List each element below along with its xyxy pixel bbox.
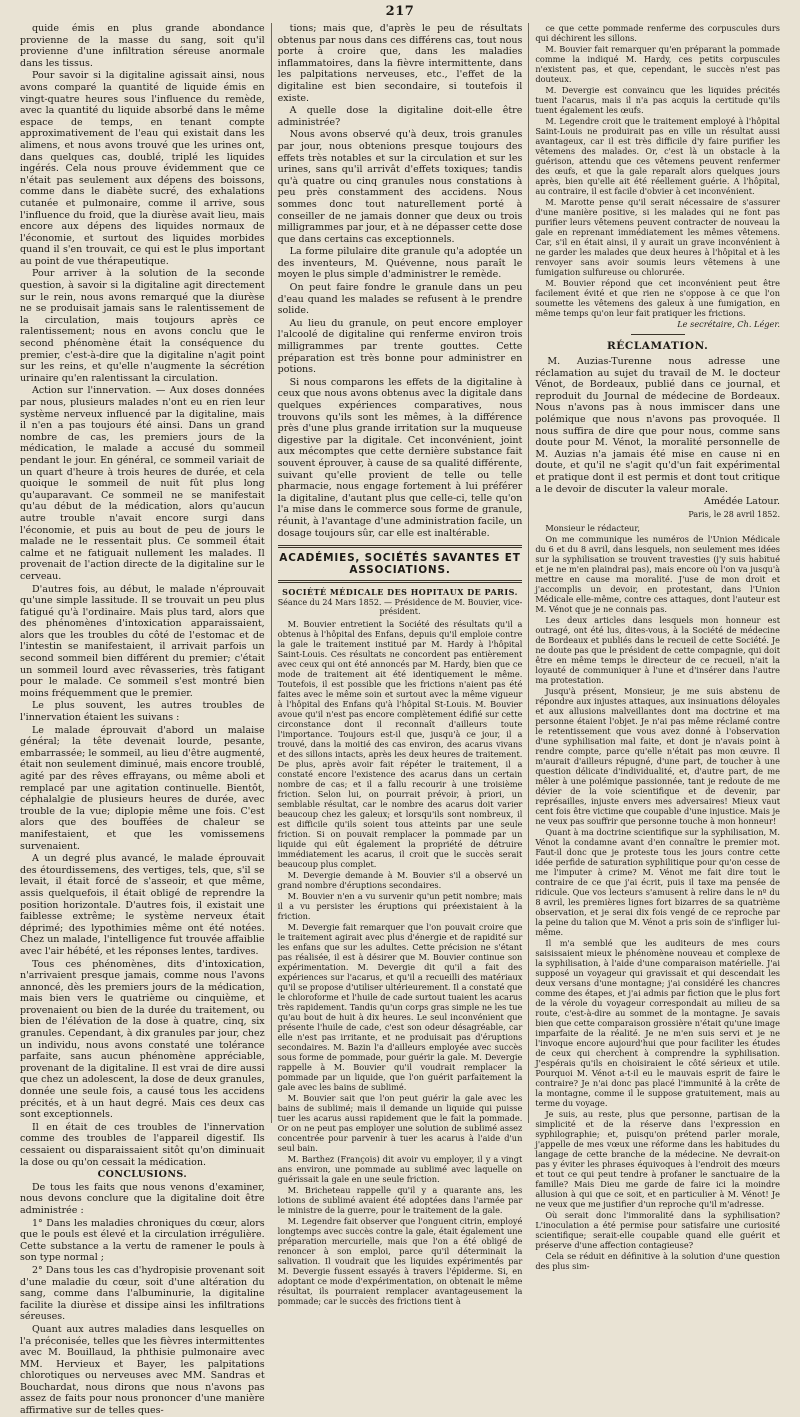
minutes-paragraph: M. Bouvier répond que cet inconvénient peut être facilement évité et que rien ne s'oppose à ce que l'on soumette les vêtemens des galeux à une fumigation, en même temps qu'on leur fait pratiquer les frictions.: [535, 278, 781, 318]
paragraph: M. Auzias-Turenne nous adresse une réclamation au sujet du travail de M. le docteur Vénot, de Bordeaux, publié dans ce journal, et reproduit du Journal de médecine de Bordeaux. Nous n'avons pas à nous immiscer dans une polémique que nous n'avons pas provoquée. Il nous suffira de dire que pour nous, comme sans doute pour M. Vénot, la moralité personnelle de M. Auzias n'a jamais été mise en cause ni en doute, et qu'il ne s'agit qu'd'un fait expérimental et pratique dont il est permis et dont tout critique a le devoir de discuter la valeur morale.: [535, 356, 781, 495]
minutes: [278, 619, 523, 1306]
minutes-continued: [535, 23, 780, 329]
letter-paragraph: Quant à ma doctrine scientifique sur la syphilisation, M. Vénot la condamne avant d'en connaître le premier mot. Faut-il donc que je proteste tous les jours contre cette idée perfide de saturation syphilitique pour qu'on cesse de me l'imputer à crime? M. Vénot me fait dire tout le contraire de ce que j'ai écrit, puis il taxe ma pensée de ridicule. Que vos lecteurs s'amusent à relire dans le nº du 8 avril, les premières lignes fort bizarres de sa quatrième observation, et je serai dix fois vengé de ce reproche par la peine du talion que M. Vénot a pris soin de s'infliger lui-même.: [535, 826, 781, 937]
reclamation-intro: [535, 356, 780, 508]
paragraph: 1° Dans les maladies chroniques du cœur, alors que le pouls est élevé et la circulation irrégulière. Cette substance a la vertu de ramener le pouls à son type normal ;: [20, 1217, 265, 1264]
minutes-paragraph: M. Marotte pense qu'il serait nécessaire de s'assurer d'une manière positive, si les malades qui ne font pas purifier leurs vêtemens peuvent contracter de nouveau la gale en reprenant immédiatement les mêmes vêtemens. Car, s'il en était ainsi, il y aurait un grave inconvénient à ne garder les malades que deux heures à l'hôpital et à les renvoyer sans avoir soumis leurs vêtemens à une fumigation sulfureuse ou chlorurée.: [535, 197, 781, 277]
letter-paragraph: Monsieur le rédacteur,: [545, 522, 640, 533]
paragraph: tions; mais que, d'après le peu de résultats obtenus par nous dans ces différens cas, tout nous porte à croire que, dans les maladies inflammatoires, dans la fièvre intermittente, dans les palpitations nerveuses, etc., l'effet de la digitaline est bien secondaire, si toutefois il existe.: [277, 23, 523, 104]
paragraph: D'autres fois, au début, le malade n'éprouvait qu'une simple lassitude. Il se trouvait un peu plus fatigué qu'à l'ordinaire. Mais plus tard, alors que des phénomènes d'intoxication apparaissaient, alors que les troubles du côté de l'estomac et de l'intestin se manifestaient, il arrivait parfois un second sommeil bien différent du premier; c'était un sommeil lourd avec rêvasseries, très fatigant pour le malade. Ce sommeil s'est montré bien moins fréquemment que le premier.: [20, 583, 265, 699]
minutes-paragraph: M. Devergie fait remarquer que l'on pouvait croire que le traitement agirait avec plus d'énergie et de rapidité sur les enfans que sur les adultes. Cette précision ne s'étant pas réalisée, il est à désirer que M. Bouvier continue son expérimentation. M. Devergie dit qu'il a fait des expériences sur l'acarus, et qu'il a recueilli des matériaux qu'il se propose d'utiliser ultérieurement. Il a constaté que le chloroforme et l'huile de cade surtout tuaient les acarus très rapidement. Tandis qu'un corps gras simple ne les tue qu'au bout de huit à dix heures. Le seul inconvénient que présente l'huile de cade, c'est son odeur désagréable, car elle n'est pas irritante, et ne produisait pas d'éruptions secondaires. M. Bazin l'a d'ailleurs employée avec succès sous forme de pommade, pour guérir la gale. M. Devergie rappelle à M. Bouvier qu'il voudrait remplacer la pommade par un liquide, que l'on guérit parfaitement la gale avec les bains de sublimé.: [277, 922, 523, 1093]
minutes-paragraph: M. Legendre croit que le traitement employé à l'hôpital Saint-Louis ne produirait pas en ville un résultat aussi avantageux, car il est très difficile d'y faire purifier les vêtemens des malades. Or, c'est là un obstacle à la guérison, attendu que ces vêtemens peuvent renfermer des œufs, et que la gale reparaît alors quelques jours après, bien qu'elle ait été réellement guérie. A l'hôpital, au contraire, il est facile d'obvier à cet inconvénient.: [535, 116, 781, 196]
letter-paragraph: Cela se réduit en définitive à la solution d'une question des plus sim-: [535, 1250, 781, 1271]
minutes-paragraph: M. Devergie demande à M. Bouvier s'il a observé un grand nombre d'éruptions secondaires.: [277, 870, 523, 891]
minutes-paragraph: M. Legendre fait observer que l'onguent citrin, employé longtemps avec succès contre la gale, était également une préparation mercurielle, mais que l'on a été obligé de renoncer à son emploi, parce qu'il déterminait la salivation. Il voudrait que les liquides expérimentés par M. Devergie fussent essayés à travers l'épiderme. Si, en adoptant ce mode d'expérimentation, on obtenait le même résultat, ils pourraient remplacer avantageusement la pommade; car le succès des frictions tient à: [277, 1216, 523, 1307]
page-number: 217: [385, 4, 415, 19]
letter-paragraph: On me communique les numéros de l'Union Médicale du 6 et du 8 avril, dans lesquels, non seulement mes idées sur la syphilisation se trouvent travesties (j'y suis habitué et je ne m'en plaindrai pas), mais encore où l'on va jusqu'à mettre en cause ma moralité. J'use de mon droit et j'accomplis un devoir, en protestant, dans l'Union Médicale elle-même, contre ces attaques, dont l'auteur est M. Vénot que je ne connais pas.: [535, 533, 781, 614]
letter-paragraph: Je suis, au reste, plus que personne, partisan de la simplicité et de la réserve dans l'expression en syphilographie; et, puisqu'on prétend parler morale, j'appelle de mes vœux une réforme dans les habitudes du langage de cette branche de la médecine. Ne devrait-on pas y éviter les phrases équivoques à l'endroit des mœurs et tout ce qui peut tendre à profaner le sanctuaire de la famille? Mais Dieu me garde de faire ici la moindre allusion à qui que ce soit, et en particulier à M. Vénot! Je ne veux que me justifier d'un reproche qu'il m'adresse.: [535, 1108, 781, 1209]
reclamation-heading: RÉCLAMATION.: [606, 340, 709, 352]
minutes-paragraph: ce que cette pommade renferme des corpuscules durs qui déchirent les sillons.: [535, 23, 781, 43]
divider: [631, 334, 685, 335]
paragraph: Tous ces phénomènes, dits d'intoxication, n'arrivaient presque jamais, comme nous l'avons annoncé, dès les premiers jours de la médication, mais bien vers le quatrième ou cinquième, et provenaient ou bien de la durée du traitement, ou bien de l'élévation de la dose à quatre, cinq, six granules. Cependant, à dix granules par jour, chez un individu, nous avons constaté une tolérance parfaite, sans aucun phénomène appréciable, provenant de la digitaline. Il est vrai de dire aussi que chez un adolescent, la dose de deux granules, donnée une seule fois, a causé tous les accidens précités, et à un haut degré. Mais ces deux cas sont exceptionnels.: [20, 958, 265, 1121]
columns: [14, 23, 786, 1417]
letter-paragraph: Jusqu'à présent, Monsieur, je me suis abstenu de répondre aux injustes attaques, aux insinuations déloyales et aux allusions malveillantes dont ma doctrine et ma personne étaient l'objet. Je n'ai pas même réclamé contre le retentissement que vous avez donné à l'observation d'une syphilisation mal faite, et dont je n'avais point à rendre compte, parce qu'elle n'était pas mon œuvre. Il m'aurait d'ailleurs répugné, d'une part, de toucher à une question délicate d'individualité, et, d'autre part, de me mêler à une polémique passionnée, tant je redoute de me dévier de la voie scientifique et de devenir, par représailles, injuste envers mes adversaires! Mieux vaut cent fois être victime que coupable d'une injustice. Mais je ne veux pas souffrir que personne touche à mon honneur!: [535, 685, 781, 826]
paragraph: Le plus souvent, les autres troubles de l'innervation étaient les suivans :: [20, 700, 265, 724]
minutes-paragraph: M. Bouvier entretient la Société des résultats qu'il a obtenus à l'hôpital des Enfans, depuis qu'il emploie contre la gale le traitement institué par M. Hardy à l'hôpital Saint-Louis. Ces résultats ne concordent pas entièrement avec ceux qui ont été annoncés par M. Hardy, bien que ce mode de traitement ait été identiquement le même. Toutefois, il est possible que les frictions n'aient pas été faites avec le même soin et surtout avec la même vigueur à l'hôpital des Enfans qu'à l'hôpital St-Louis. M. Bouvier avoue qu'il n'est pas encore complètement édifié sur cette circonstance dont il reconnaît d'ailleurs toute l'importance. Toujours est-il que, jusqu'à ce jour, il a trouvé, dans la moitié des cas environ, des acarus vivans et des sillons intacts, après les deux heures de traitement. De plus, après avoir fait répéter le traitement, il a constaté encore l'existence des acarus dans un certain nombre de cas; et il a fallu recourir à une troisième friction. Selon lui, on pourrait prévoir, à priori, un semblable résultat, car le nombre des acarus doit varier beaucoup chez les galeux; et lorsqu'ils sont nombreux, il est difficile qu'ils soient tous atteints par une seule friction. Si on pouvait remplacer la pommade par un liquide qui eût également la propriété de détruire immédiatement les acarus, il croit que le succès serait beaucoup plus complet.: [277, 619, 523, 870]
letter: [535, 523, 780, 1271]
minutes-paragraph: M. Bouvier sait que l'on peut guérir la gale avec les bains de sublimé; mais il demande un liquide qui puisse tuer les acarus aussi rapidement que le fait la pommade. Or on ne peut pas employer une solution de sublimé assez concentrée pour parvenir à tuer les acarus à l'aide d'un seul bain.: [277, 1093, 523, 1154]
paragraph: Le malade éprouvait d'abord un malaise général; la tête devenait lourde, pesante, embarrassée; le sommeil, au lieu d'être augmenté, était non seulement diminué, mais encore troublé, agité par des rêves effrayans, ou même aboli et remplacé par une agitation continuelle. Bientôt, céphalalgie de plusieurs heures de durée, avec trouble de la vue; diplopie même une fois. C'est alors que des bouffées de chaleur se manifestaient, et que les vomissemens survenaient.: [20, 724, 265, 852]
minutes-paragraph: M. Barthez (François) dit avoir vu employer, il y a vingt ans environ, une pommade au sublimé avec laquelle on guérissait la gale en une seule friction.: [277, 1154, 523, 1185]
paragraph: Pour savoir si la digitaline agissait ainsi, nous avons comparé la quantité de liquide émis en vingt-quatre heures sous l'influence du remède, avec la quantité du liquide absorbé dans le même espace de temps, en tenant compte approximativement de l'eau qui existait dans les alimens, et nous avons trouvé que les urines ont, dans quelques cas, doublé, triplé les liquides ingérés. Cela nous prouve évidemment que ce n'était pas seulement aux dépens des boissons, comme dans le diabète sucré, des exhalations cutanée et pulmonaire, comme il arrive, sous l'influence du froid, que la diurèse avait lieu, mais encore aux dépens des liquides normaux de l'économie, et surtout des liquides morbides quand il s'en trouvait, ce qui est le plus important au point de vue thérapeutique.: [20, 70, 265, 267]
column-3: [528, 23, 786, 1271]
paragraph: quide émis en plus grande abondance provienne de la masse du sang, soit qu'il provienne d'une infiltration séreuse anormale dans les tissus.: [20, 23, 265, 69]
session-line: Séance du 24 Mars 1852. — Présidence de M. Bouvier, vice-président.: [277, 598, 523, 617]
latour-signature: Amédée Latour.: [704, 496, 781, 508]
column-2-text: [278, 23, 523, 539]
paragraph: Pour arriver à la solution de la seconde question, à savoir si la digitaline agit directement sur le rein, nous avons remarqué que la diurèse ne se produisait jamais sans le ralentissement de la circulation, mais toujours après ce ralentissement; nous en avons conclu que le second phénomène était la conséquence du premier, c'est-à-dire que la digitaline n'agit point sur les reins, et qu'elle n'augmente la sécrétion urinaire qu'en ralentissant la circulation.: [20, 268, 265, 384]
paragraph: Il en était de ces troubles de l'innervation comme des troubles de l'appareil digestif. Ils cessaient ou disparaissaient sitôt qu'on diminuait la dose ou qu'on cessait la médication.: [20, 1121, 265, 1168]
paragraph: A un degré plus avancé, le malade éprouvait des étourdissemens, des vertiges, tels, que, s'il se levait, il était forcé de s'asseoir, et que même, assis quelquefois, il était obligé de reprendre la position horizontale. D'autres fois, il existait une faiblesse extrême; le système nerveux était déprimé; des lypothimies même ont été notées. Chez un malade, l'intelligence fut trouvée affaiblie avec l'air hébété, et les réponses lentes, tardives.: [20, 853, 265, 957]
minutes-paragraph: M. Devergie est convaincu que les liquides précités tuent l'acarus, mais il n'a pas acquis la certitude qu'ils tuent également les œufs.: [535, 85, 781, 115]
paragraph: La forme pilulaire dite granule qu'a adoptée un des inventeurs, M. Quévenne, nous paraît le moyen le plus simple d'administrer le remède.: [277, 246, 523, 281]
paragraph: Si nous comparons les effets de la digitaline à ceux que nous avons obtenus avec la digitale dans quelques expériences comparatives, nous trouvons qu'ils sont les mêmes, à la différence près d'une plus grande irritation sur la muqueuse digestive par la digitale. Cet inconvénient, joint aux mécomptes que cette dernière substance fait souvent éprouver, à cause de sa qualité différente, suivant qu'elle provient de telle ou telle pharmacie, nous engage fortement à lui préférer la digitaline, d'autant plus que celle-ci, telle qu'on l'a mise dans le commerce sous forme de granule, réunit, à l'avantage d'une administration facile, un dosage toujours sûr, car elle est inaltérable.: [277, 376, 523, 539]
column-1: [14, 23, 271, 1417]
paragraph: A quelle dose la digitaline doit-elle être administrée?: [277, 105, 523, 128]
paragraph: De tous les faits que nous venons d'examiner, nous devons conclure que la digitaline doit être administrée :: [20, 1181, 265, 1216]
minutes-paragraph: M. Bouvier fait remarquer qu'en préparant la pommade comme la indiqué M. Hardy, ces petits corpuscules n'existent pas, et que, cependant, le succès n'est pas douteux.: [535, 44, 781, 84]
paragraph: Au lieu du granule, on peut encore employer l'alcoolé de digitaline qui renferme environ trois milligrammes par trente gouttes. Cette préparation est très bonne pour administrer en potions.: [277, 317, 523, 376]
minutes-paragraph: M. Bricheteau rappelle qu'il y a quarante ans, les lotions de sublimé avaient été adoptées dans l'armée par le ministre de la guerre, pour le traitement de la gale.: [277, 1185, 523, 1216]
letter-paragraph: Les deux articles dans lesquels mon honneur est outragé, ont été lus, dites-vous, à la Société de médecine de Bordeaux et publiés dans le recueil de cette Société. Je ne doute pas que le président de cette compagnie, qui doit être en même temps le directeur de ce recueil, n'ait la loyauté de communiquer à l'une et d'insérer dans l'autre ma protestation.: [535, 614, 781, 685]
society-title: SOCIÉTÉ MÉDICALE DES HOPITAUX DE PARIS.: [282, 587, 518, 598]
academies-banner: ACADÉMIES, SOCIÉTÉS SAVANTES ET ASSOCIATIONS.: [278, 545, 523, 583]
letter-date: Paris, le 28 avril 1852.: [688, 509, 781, 519]
letter-paragraph: Il m'a semblé que les auditeurs de mes cours saisissaient mieux le phénomène nouveau et complexe de la syphilisation, à l'aide d'une comparaison matérielle. J'ai supposé un voyageur qui gravissait et qui descendait les deux versans d'une montagne; j'ai considéré les chancres comme des étapes, et j'ai admis par fiction que le plus fort de la vérole du voyageur correspondait au milieu de sa route, c'est-à-dire au sommet de la montagne. Je savais bien que cette comparaison grossière n'était qu'une image imparfaite de la réalité. Je ne m'en suis servi et je ne l'invoque encore aujourd'hui que pour faciliter les études de ceux qui cherchent à comprendre la syphilisation. J'espérais qu'ils en choisiraient le côté sérieux et utile. Pourquoi M. Vénot a-t-il eu le mauvais esprit de faire le contraire? Je n'ai donc pas placé l'immunité à la crête de la montagne, comme il le suppose gratuitement, mais au terme du voyage.: [535, 937, 781, 1108]
minutes-paragraph: M. Bouvier n'en a vu survenir qu'un petit nombre; mais il a vu persister les éruptions qui préexistaient à la friction.: [277, 891, 523, 922]
conclusions-heading: CONCLUSIONS.: [97, 1169, 188, 1181]
column-2: [271, 23, 529, 1307]
paragraph: 2° Dans tous les cas d'hydropisie provenant soit d'une maladie du cœur, soit d'une altération du sang, comme dans l'albuminurie, la digitaline facilite la diurèse et dissipe ainsi les infiltrations séreuses.: [20, 1264, 265, 1323]
paragraph: Quant aux autres maladies dans lesquelles on l'a préconisée, telles que les fièvres intermittentes avec M. Bouillaud, la phthisie pulmonaire avec MM. Hervieux et Bayer, les palpitations chlorotiques ou nerveuses avec MM. Sandras et Bouchardat, nous dirons que nous n'avons pas assez de faits pour nous prononcer d'une manière affirmative sur de telles ques-: [20, 1323, 265, 1417]
secretary-signature: Le secrétaire, Ch. Léger.: [677, 319, 781, 329]
paragraph: On peut faire fondre le granule dans un peu d'eau quand les malades se refusent à le prendre solide.: [277, 282, 523, 317]
paragraph: Action sur l'innervation. — Aux doses données par nous, plusieurs malades n'ont eu en rien leur système nerveux influencé par la digitaline, mais il n'en a pas toujours été ainsi. Dans un grand nombre de cas, les premiers jours de la médication, le malade a accusé du sommeil pendant le jour. En général, ce sommeil variait de un quart d'heure à trois heures de durée, et cela quoique le sommeil de nuit fût plus long qu'auparavant. Ce sommeil ne se manifestait qu'au début de la médication, alors qu'aucun autre trouble n'avait encore surgi dans l'économie, et puis au bout de peu de jours le malade ne le ressentait plus. Ce sommeil était calme et ne fatiguait nullement les malades. Il provenait de l'action directe de la digitaline sur le cerveau.: [20, 385, 265, 582]
paragraph: Nous avons observé qu'à deux, trois granules par jour, nous obtenions presque toujours des effets très notables et sur la circulation et sur les urines, sans qu'il arrivât d'effets toxiques; tandis qu'à quatre ou cinq granules nous constations à peu près constamment des accidens. Nous sommes donc tout naturellement porté à conseiller de ne jamais donner que deux ou trois milligrammes par jour, et à ne dépasser cette dose que dans certains cas exceptionnels.: [277, 129, 523, 245]
letter-paragraph: Où serait donc l'immoralité dans la syphilisation? L'inoculation a été permise pour satisfaire une curiosité scientifique; serait-elle coupable quand elle guérit et préserve d'une affection contagieuse?: [535, 1209, 781, 1250]
